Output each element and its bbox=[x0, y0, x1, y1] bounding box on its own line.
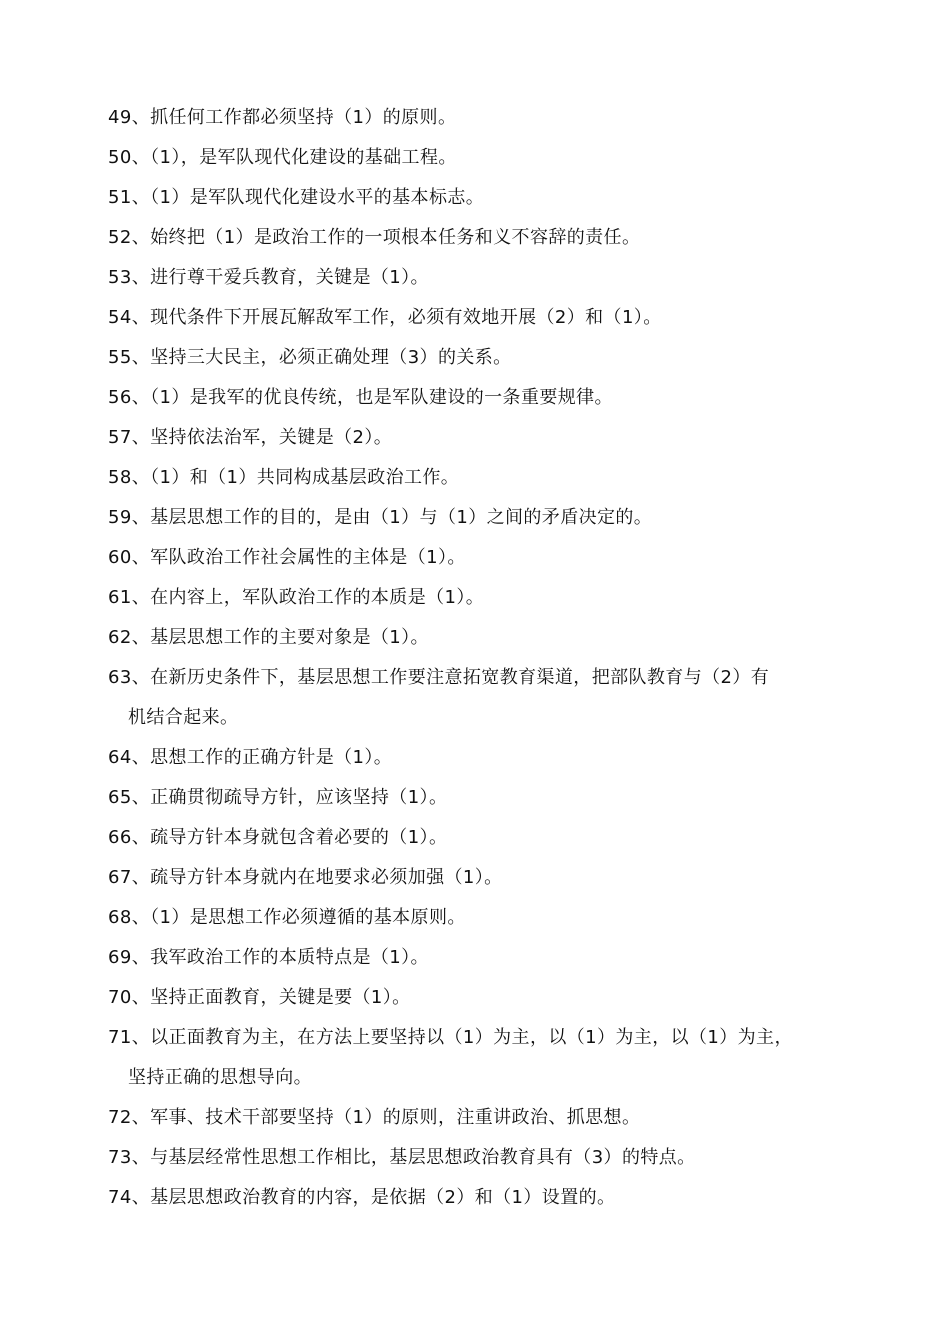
question-item bbox=[108, 1098, 858, 1138]
question-item bbox=[108, 618, 858, 658]
question-text: 49、抓任何工作都必须坚持（1）的原则。 bbox=[108, 107, 457, 128]
question-text-continuation: 坚持正确的思想导向。 bbox=[128, 1067, 312, 1088]
question-text: 67、疏导方针本身就内在地要求必须加强（1）。 bbox=[108, 867, 503, 888]
question-item bbox=[108, 218, 858, 258]
question-item bbox=[108, 538, 858, 578]
question-text: 52、始终把（1）是政治工作的一项根本任务和义不容辞的责任。 bbox=[108, 227, 641, 248]
question-item bbox=[108, 458, 858, 498]
question-text: 64、思想工作的正确方针是（1）。 bbox=[108, 747, 393, 768]
question-item bbox=[108, 738, 858, 778]
question-text: 65、正确贯彻疏导方针，应该坚持（1）。 bbox=[108, 787, 448, 808]
question-item bbox=[108, 1138, 858, 1178]
question-item bbox=[108, 818, 858, 858]
question-text: 55、坚持三大民主，必须正确处理（3）的关系。 bbox=[108, 347, 512, 368]
question-text-continuation: 机结合起来。 bbox=[128, 707, 239, 728]
question-item bbox=[108, 1018, 858, 1098]
question-text: 51、（1）是军队现代化建设水平的基本标志。 bbox=[108, 187, 485, 208]
question-item bbox=[108, 338, 858, 378]
question-text: 68、（1）是思想工作必须遵循的基本原则。 bbox=[108, 907, 466, 928]
question-item bbox=[108, 138, 858, 178]
question-item bbox=[108, 378, 858, 418]
question-item bbox=[108, 578, 858, 618]
question-text: 57、坚持依法治军，关键是（2）。 bbox=[108, 427, 393, 448]
question-item bbox=[108, 418, 858, 458]
question-item bbox=[108, 98, 858, 138]
question-text: 62、基层思想工作的主要对象是（1）。 bbox=[108, 627, 429, 648]
question-text: 54、现代条件下开展瓦解敌军工作，必须有效地开展（2）和（1）。 bbox=[108, 307, 662, 328]
question-text: 74、基层思想政治教育的内容，是依据（2）和（1）设置的。 bbox=[108, 1187, 616, 1208]
question-text: 60、军队政治工作社会属性的主体是（1）。 bbox=[108, 547, 466, 568]
question-text: 56、（1）是我军的优良传统，也是军队建设的一条重要规律。 bbox=[108, 387, 613, 408]
question-text: 71、以正面教育为主，在方法上要坚持以（1）为主，以（1）为主，以（1）为主， bbox=[108, 1027, 793, 1048]
question-text: 69、我军政治工作的本质特点是（1）。 bbox=[108, 947, 429, 968]
question-item bbox=[108, 178, 858, 218]
question-text: 66、疏导方针本身就包含着必要的（1）。 bbox=[108, 827, 448, 848]
question-text: 70、坚持正面教育，关键是要（1）。 bbox=[108, 987, 411, 1008]
question-item bbox=[108, 778, 858, 818]
question-text: 50、（1），是军队现代化建设的基础工程。 bbox=[108, 147, 457, 168]
question-item bbox=[108, 1178, 858, 1218]
question-text: 59、基层思想工作的目的，是由（1）与（1）之间的矛盾决定的。 bbox=[108, 507, 653, 528]
question-item bbox=[108, 898, 858, 938]
question-text: 63、在新历史条件下，基层思想工作要注意拓宽教育渠道，把部队教育与（2）有 bbox=[108, 667, 770, 688]
question-text: 73、与基层经常性思想工作相比，基层思想政治教育具有（3）的特点。 bbox=[108, 1147, 696, 1168]
question-text: 58、（1）和（1）共同构成基层政治工作。 bbox=[108, 467, 460, 488]
question-item bbox=[108, 498, 858, 538]
question-item bbox=[108, 858, 858, 898]
question-item bbox=[108, 298, 858, 338]
question-text: 53、进行尊干爱兵教育，关键是（1）。 bbox=[108, 267, 429, 288]
question-item bbox=[108, 978, 858, 1018]
question-item bbox=[108, 258, 858, 298]
question-item bbox=[108, 938, 858, 978]
question-text: 61、在内容上，军队政治工作的本质是（1）。 bbox=[108, 587, 485, 608]
question-text: 72、军事、技术干部要坚持（1）的原则，注重讲政治、抓思想。 bbox=[108, 1107, 641, 1128]
question-item bbox=[108, 658, 858, 738]
question-list bbox=[108, 98, 858, 1218]
